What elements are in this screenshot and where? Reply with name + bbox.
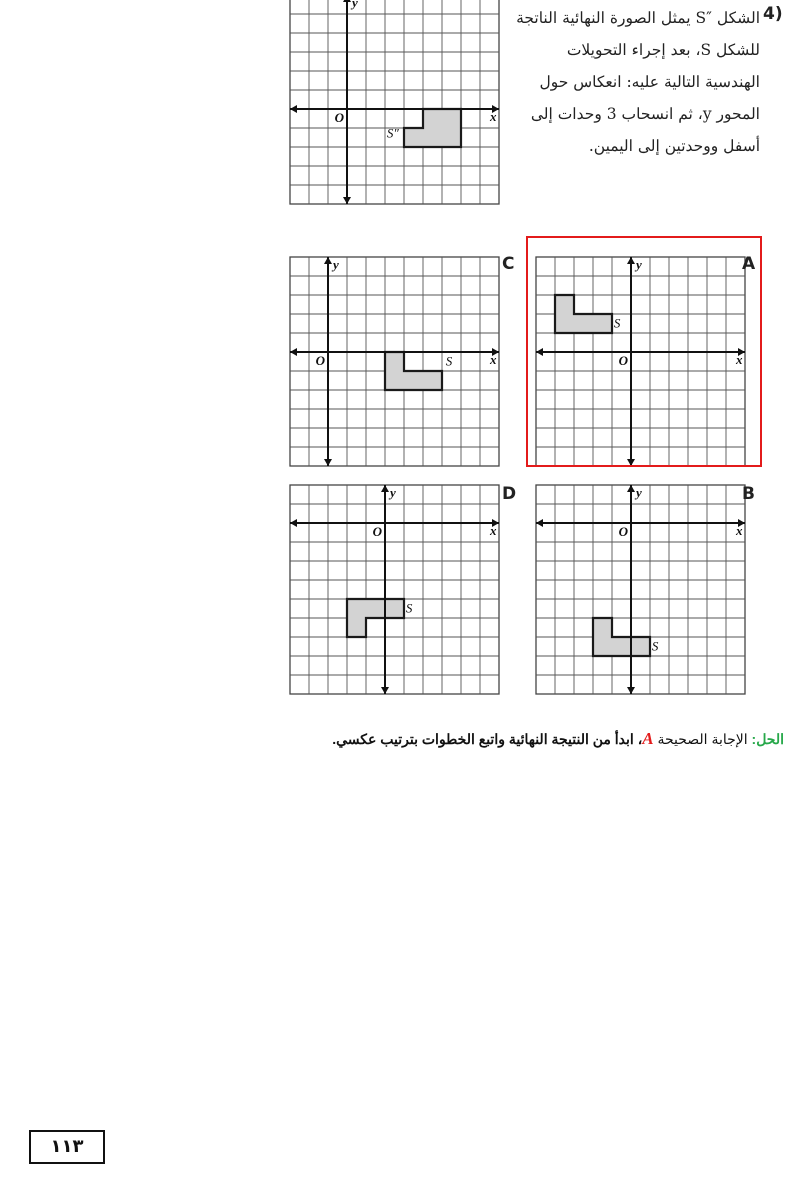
page-number: ١١٣ xyxy=(29,1130,105,1164)
grid-frame xyxy=(290,0,499,204)
question-text xyxy=(482,2,760,162)
x-axis-label: x xyxy=(490,352,497,367)
y-axis-label: y xyxy=(352,0,358,10)
origin-label: O xyxy=(372,524,382,539)
solution-line xyxy=(332,729,784,749)
x-axis-label: x xyxy=(736,352,743,367)
question-graph xyxy=(289,0,500,205)
question-line: للشكل S، بعد إجراء التحويلات xyxy=(566,41,760,59)
y-axis-label: y xyxy=(636,485,642,500)
shape-label: S xyxy=(613,315,621,331)
x-axis-label: x xyxy=(490,109,497,124)
option-c-graph[interactable] xyxy=(289,256,500,467)
origin-label: O xyxy=(618,524,628,539)
question-number: 4) xyxy=(763,4,783,24)
origin-label: O xyxy=(334,110,344,125)
x-axis-label: x xyxy=(490,523,497,538)
question-line: المحور y، ثم انسحاب 3 وحدات إلى xyxy=(530,105,760,123)
y-axis-label: y xyxy=(333,257,339,272)
y-axis-label: y xyxy=(636,257,642,272)
option-d-label[interactable]: D xyxy=(502,484,517,504)
grid-frame xyxy=(536,485,745,694)
solution-text: الإجابة الصحيحة xyxy=(657,731,748,747)
solution-answer: A xyxy=(642,729,654,748)
y-axis-arrow-icon xyxy=(343,0,351,2)
y-axis-label: y xyxy=(390,485,396,500)
shape-label: S xyxy=(445,353,453,369)
solution-note: ، ابدأ من النتيجة النهائية واتبع الخطوات بترتيب عكسي. xyxy=(332,731,643,747)
option-c-label[interactable]: C xyxy=(502,254,515,274)
option-b-label[interactable]: B xyxy=(742,484,755,504)
shape-label: S″ xyxy=(386,125,399,141)
option-d-graph[interactable] xyxy=(289,484,500,695)
shape-label: S xyxy=(405,600,413,616)
question-line: الشكل ″S يمثل الصورة النهائية الناتجة xyxy=(516,9,760,27)
x-axis-label: x xyxy=(736,523,743,538)
origin-label: O xyxy=(315,353,325,368)
solution-label: الحل: xyxy=(751,731,784,747)
shape-label: S xyxy=(651,638,659,654)
grid-frame xyxy=(290,485,499,694)
origin-label: O xyxy=(618,353,628,368)
option-a-label[interactable]: A xyxy=(742,254,756,274)
question-line: الهندسية التالية عليه: انعكاس حول xyxy=(539,73,760,91)
correct-answer-highlight xyxy=(526,236,762,467)
question-line: أسفل ووحدتين إلى اليمين. xyxy=(588,137,760,155)
option-b-graph[interactable] xyxy=(535,484,746,695)
